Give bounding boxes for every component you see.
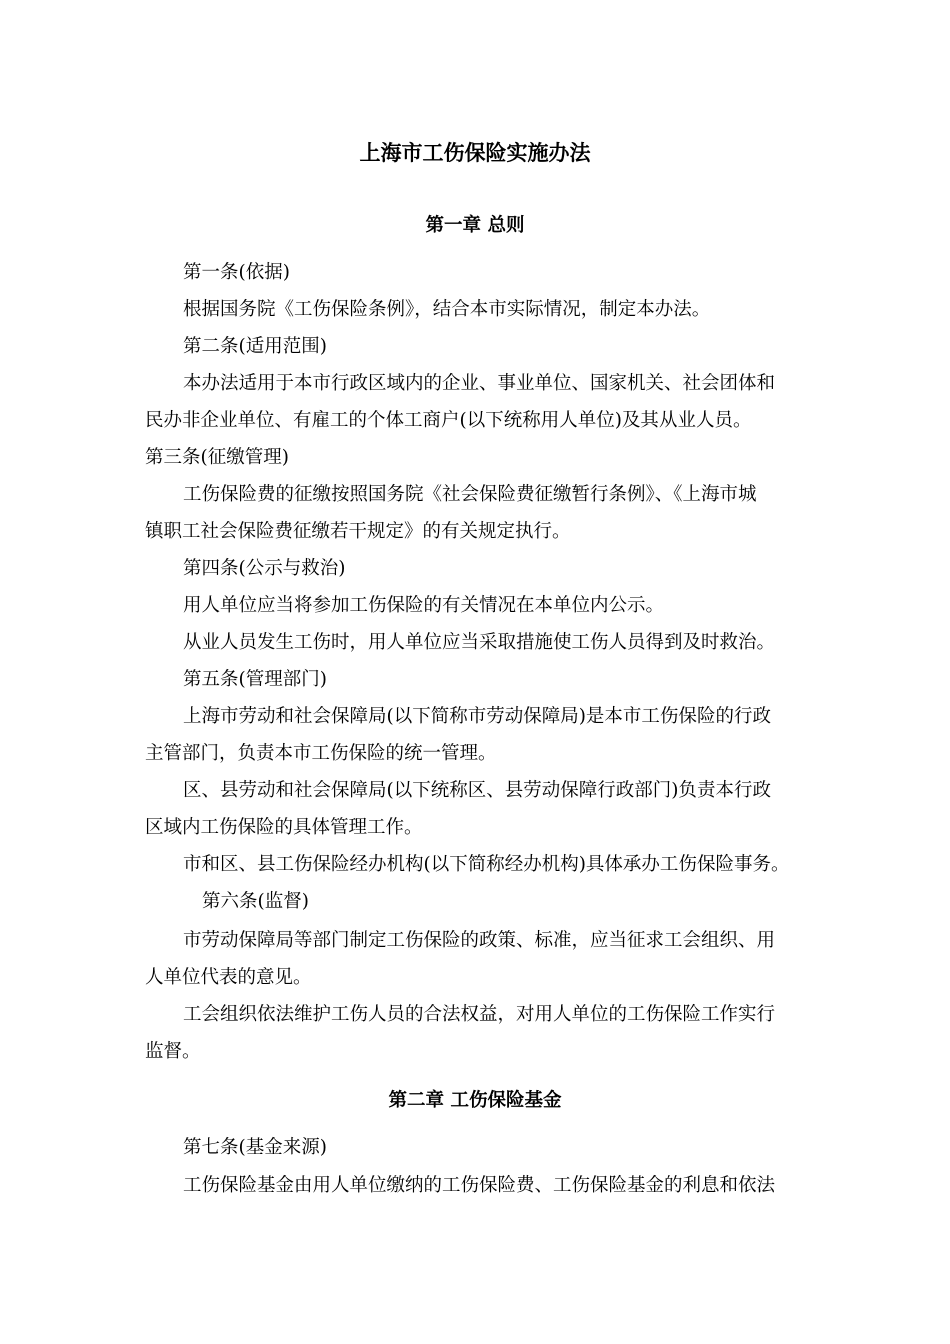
article-5-paragraph-line: 上海市劳动和社会保障局(以下简称市劳动保障局)是本市工伤保险的行政: [183, 706, 771, 727]
article-7-heading: 第七条(基金来源): [183, 1137, 327, 1158]
article-4-heading: 第四条(公示与救治): [183, 558, 346, 579]
article-2-paragraph-line: 民办非企业单位、有雇工的个体工商户(以下统称用人单位)及其从业人员。: [145, 410, 752, 431]
article-5-paragraph-line: 区域内工伤保险的具体管理工作。: [145, 817, 423, 838]
article-3-paragraph-line: 镇职工社会保险费征缴若干规定》的有关规定执行。: [145, 521, 571, 542]
article-4-paragraph: 用人单位应当将参加工伤保险的有关情况在本单位内公示。: [183, 595, 665, 616]
article-2-heading: 第二条(适用范围): [183, 336, 327, 357]
chapter-1-heading: 第一章 总则: [425, 215, 525, 236]
article-2-paragraph-line: 本办法适用于本市行政区域内的企业、事业单位、国家机关、社会团体和: [183, 373, 776, 394]
article-3-paragraph-line: 工伤保险费的征缴按照国务院《社会保险费征缴暂行条例》、《上海市城: [183, 484, 757, 505]
document-title: 上海市工伤保险实施办法: [359, 140, 591, 165]
chapter-2-heading: 第二章 工伤保险基金: [388, 1090, 562, 1111]
article-3-heading: 第三条(征缴管理): [145, 447, 289, 468]
article-1-paragraph: 根据国务院《工伤保险条例》，结合本市实际情况，制定本办法。: [183, 299, 711, 320]
article-6-paragraph-line: 监督。: [145, 1041, 201, 1062]
article-6-heading: 第六条(监督): [202, 891, 309, 912]
article-5-paragraph-line: 区、县劳动和社会保障局(以下统称区、县劳动保障行政部门)负责本行政: [183, 780, 771, 801]
article-5-heading: 第五条(管理部门): [183, 669, 327, 690]
article-5-paragraph: 市和区、县工伤保险经办机构(以下简称经办机构)具体承办工伤保险事务。: [183, 854, 790, 875]
article-6-paragraph-line: 人单位代表的意见。: [145, 967, 312, 988]
article-4-paragraph: 从业人员发生工伤时，用人单位应当采取措施使工伤人员得到及时救治。: [183, 632, 776, 653]
article-1-heading: 第一条(依据): [183, 262, 290, 283]
article-6-paragraph-line: 市劳动保障局等部门制定工伤保险的政策、标准，应当征求工会组织、用: [183, 930, 776, 951]
article-6-paragraph-line: 工会组织依法维护工伤人员的合法权益，对用人单位的工伤保险工作实行: [183, 1004, 776, 1025]
article-5-paragraph-line: 主管部门，负责本市工伤保险的统一管理。: [145, 743, 497, 764]
article-7-paragraph-line: 工伤保险基金由用人单位缴纳的工伤保险费、工伤保险基金的利息和依法: [183, 1175, 776, 1196]
